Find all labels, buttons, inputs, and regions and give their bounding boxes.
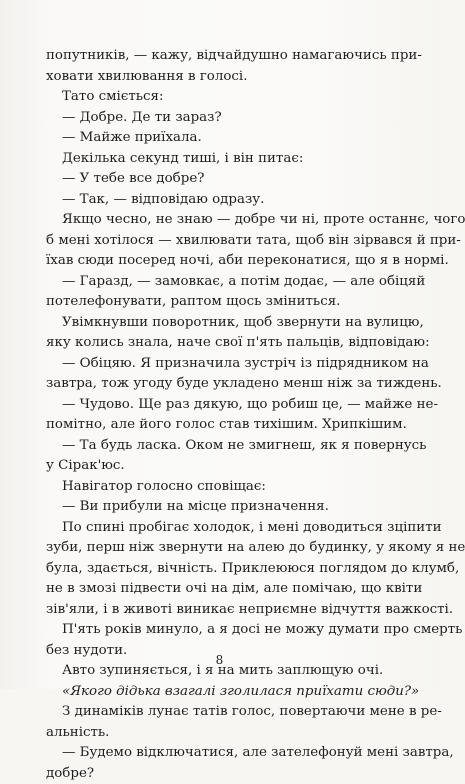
- text-line: П'ять років минуло, а я досі не можу думати про смерть: [46, 620, 398, 641]
- text-line: Декілька секунд тиші, і він питає:: [46, 149, 398, 170]
- text-line: — Обіцяю. Я призначила зустріч із підрядником на: [46, 354, 398, 375]
- text-line: зів'яли, і в животі виникає неприємне відчуття важкості.: [46, 600, 398, 621]
- text-line-italic: «Якого дідька взагалі зголилася приїхати сюди?»: [46, 682, 398, 703]
- text-line: завтра, тож угоду буде укладено менш ніж за тиждень.: [46, 374, 398, 395]
- text-line: — Так, — відповідаю одразу.: [46, 190, 398, 211]
- text-line: Увімкнувши поворотник, щоб звернути на вулицю,: [46, 313, 398, 334]
- text-line: По спині пробігає холодок, і мені доводиться зціпити: [46, 518, 398, 539]
- text-line: у Сірак'юс.: [46, 456, 398, 477]
- text-line: — Добре. Де ти зараз?: [46, 108, 398, 129]
- text-line: Авто зупиняється, і я на мить заплющую очі.: [46, 661, 398, 682]
- text-line: — Та будь ласка. Оком не змигнеш, як я повернусь: [46, 436, 398, 457]
- text-line: зуби, перш ніж звернути на алею до будинку, у якому я не: [46, 538, 398, 559]
- text-line: без нудоти.: [46, 641, 398, 662]
- text-line: попутників, — кажу, відчайдушно намагаючись при-: [46, 46, 398, 67]
- text-line: — У тебе все добре?: [46, 169, 398, 190]
- text-line: — Чудово. Ще раз дякую, що робиш це, — майже не-: [46, 395, 398, 416]
- text-line: не в змозі підвести очі на дім, але помічаю, що квіти: [46, 579, 398, 600]
- text-line: помітно, але його голос став тихішим. Хрипкішим.: [46, 415, 398, 436]
- page-number: 8: [0, 653, 439, 667]
- text-line: потелефонувати, раптом щось зміниться.: [46, 292, 398, 313]
- body-text: [46, 46, 398, 784]
- text-line: була, здається, вічність. Приклеююся поглядом до клумб,: [46, 559, 398, 580]
- text-line: — Будемо відключатися, але зателефонуй мені завтра,: [46, 743, 398, 764]
- text-line: їхав сюди посеред ночі, аби переконатися, що я в нормі.: [46, 251, 398, 272]
- text-line: добре?: [46, 764, 398, 784]
- text-line: б мені хотілося — хвилювати тата, щоб він зірвався й при-: [46, 231, 398, 252]
- text-line: яку колись знала, наче свої п'ять пальців, відповідаю:: [46, 333, 398, 354]
- text-line: альність.: [46, 723, 398, 744]
- text-line: — Ви прибули на місце призначення.: [46, 497, 398, 518]
- text-line: ховати хвилювання в голосі.: [46, 67, 398, 88]
- text-line: — Майже приїхала.: [46, 128, 398, 149]
- text-line: — Гаразд, — замовкає, а потім додає, — але обіцяй: [46, 272, 398, 293]
- text-line: Якщо чесно, не знаю — добре чи ні, проте останнє, чого: [46, 210, 398, 231]
- text-line: Тато сміється:: [46, 87, 398, 108]
- text-line: З динаміків лунає татів голос, повертаючи мене в ре-: [46, 702, 398, 723]
- text-line: Навігатор голосно сповіщає:: [46, 477, 398, 498]
